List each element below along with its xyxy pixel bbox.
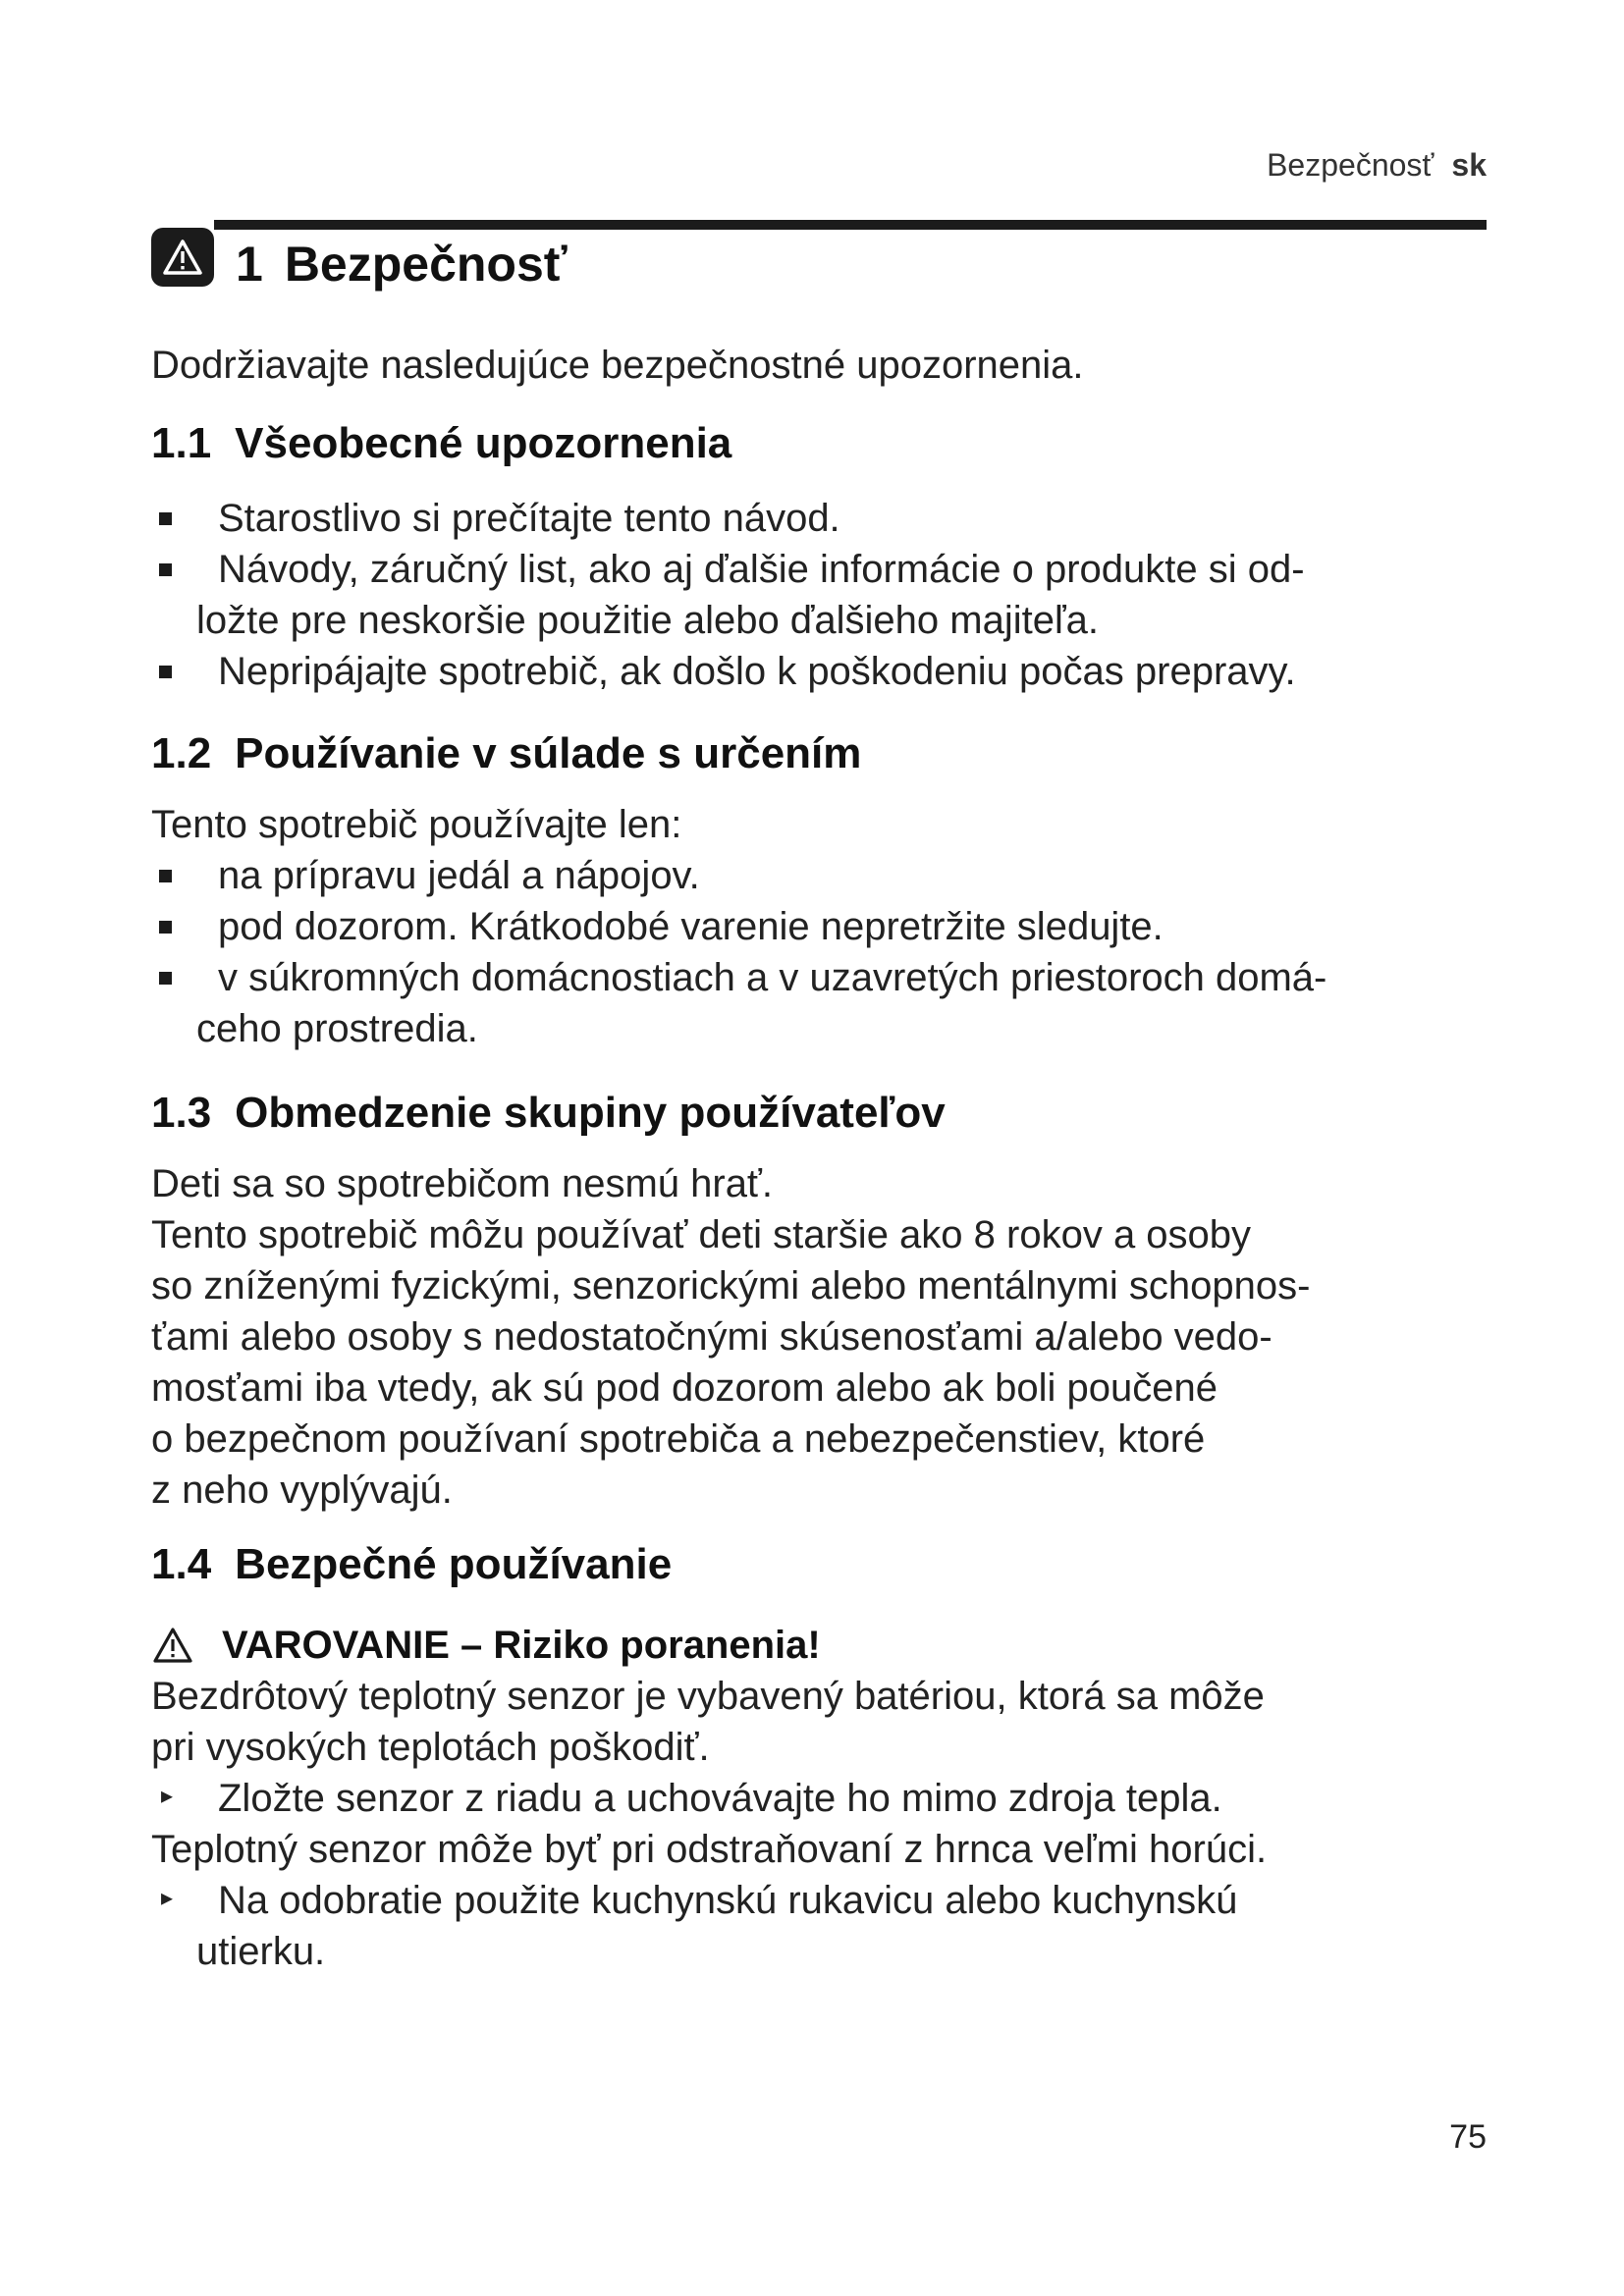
square-bullet-icon <box>159 563 172 576</box>
square-bullet-icon <box>159 870 172 882</box>
square-bullet-icon <box>159 921 172 934</box>
list-item: na prípravu jedál a nápojov. <box>151 850 1506 901</box>
arrow-bullet-icon: ▸ <box>161 1885 174 1911</box>
list-item: pod dozorom. Krátkodobé varenie nepretržite sledujte. <box>151 901 1506 952</box>
warning-text: Bezdrôtový teplotný senzor je vybavený batériou, ktorá sa môže pri vysokých teplotách poškodiť. <box>151 1675 1265 1769</box>
list-item: ▸ Na odobratie použite kuchynskú rukavicu alebo kuchynskú utierku. <box>161 1879 1238 1973</box>
square-bullet-icon <box>159 512 172 525</box>
square-bullet-icon <box>159 972 172 985</box>
warning-triangle-icon <box>151 228 214 287</box>
header-section-title: Bezpečnosť <box>1267 147 1435 183</box>
list-item: ▸ Zložte senzor z riadu a uchovávajte ho mimo zdroja tepla. <box>161 1777 1222 1820</box>
warning-heading <box>151 1620 1506 1671</box>
page-number: 75 <box>1449 2118 1487 2156</box>
list-item: Starostlivo si prečítajte tento návod. <box>151 493 1506 544</box>
section-number: 1.2 <box>151 729 212 777</box>
intended-use-lead: Tento spotrebič používajte len: <box>151 803 682 846</box>
chapter-rule <box>214 220 1487 230</box>
warning-step-list <box>151 1773 1506 1824</box>
running-header <box>1267 147 1487 184</box>
section-number: 1.3 <box>151 1089 212 1137</box>
general-warnings-list <box>151 493 1506 697</box>
chapter-title-text: Bezpečnosť <box>284 237 568 292</box>
section-title: Bezpečné používanie <box>235 1540 673 1588</box>
warning-step-list <box>151 1875 1506 1977</box>
list-item: Nepripájajte spotrebič, ak došlo k poškodeniu počas prepravy. <box>151 646 1506 697</box>
chapter-number: 1 <box>236 237 263 292</box>
section-heading-1-1 <box>151 416 1506 471</box>
list-item: Návody, záručný list, ako aj ďalšie informácie o produkte si od- ložte pre neskoršie použitie alebo ďalšieho majiteľa. <box>151 544 1506 646</box>
section-number: 1.1 <box>151 419 212 467</box>
warning-heading-text: VAROVANIE – Riziko poranenia! <box>222 1624 821 1667</box>
section-title: Používanie v súlade s určením <box>235 729 862 777</box>
arrow-bullet-icon: ▸ <box>161 1783 174 1809</box>
section-number: 1.4 <box>151 1540 212 1588</box>
children-paragraph: Deti sa so spotrebičom nesmú hrať. <box>151 1162 774 1205</box>
section-heading-1-4 <box>151 1537 1506 1592</box>
chapter-title <box>236 236 568 293</box>
square-bullet-icon <box>159 666 172 678</box>
intended-use-list <box>151 850 1506 1054</box>
warning-text-2: Teplotný senzor môže byť pri odstraňovaní z hrnca veľmi horúci. <box>151 1828 1268 1871</box>
list-item: v súkromných domácnostiach a v uzavretých priestoroch domá- ceho prostredia. <box>151 952 1506 1054</box>
section-title: Obmedzenie skupiny používateľov <box>235 1089 946 1137</box>
intro-text: Dodržiavajte nasledujúce bezpečnostné upozornenia. <box>151 344 1084 387</box>
section-heading-1-3 <box>151 1086 1506 1141</box>
warning-triangle-icon <box>151 1626 194 1665</box>
header-language-code: sk <box>1451 147 1487 183</box>
section-heading-1-2 <box>151 726 1506 781</box>
user-restriction-paragraph: Tento spotrebič môžu používať deti staršie ako 8 rokov a osoby so zníženými fyzickými, senzorickými alebo mentálnymi schopnos- ťami alebo osoby s nedostatočnými skúsenosťami a/alebo vedo- mosťami iba vtedy, ak sú pod dozorom alebo ak boli poučené o bezpečnom používaní spotrebiča a nebezpečenstiev, ktoré z neho vyplývajú. <box>151 1213 1311 1512</box>
section-title: Všeobecné upozornenia <box>235 419 732 467</box>
